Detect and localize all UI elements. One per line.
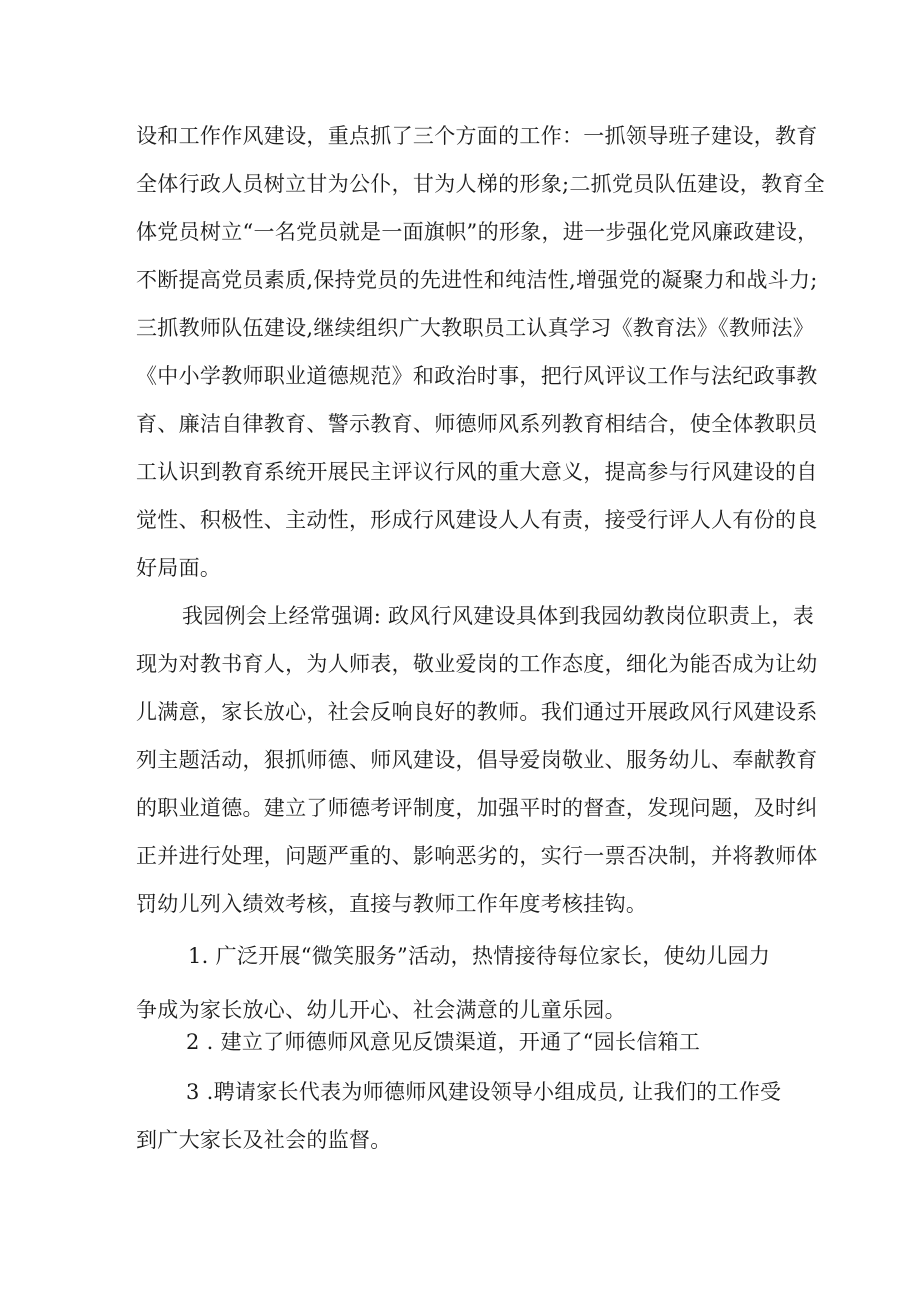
list-item-text: 争成为家长放心、幼儿开心、社会满意的儿童乐园。: [136, 998, 626, 1022]
text-line: 现为对教书育人，为人师表，敬业爱岗的工作态度，细化为能否成为让幼: [136, 652, 818, 676]
list-item-text: 2 . 建立了师德师风意见反馈渠道，开通了“园长信箱工: [186, 1030, 701, 1054]
list-item-text: 1. 广泛开展“微笑服务”活动，热情接待每位家长，使幼儿园力: [188, 944, 771, 968]
text-line: 的职业道德。建立了师德考评制度，加强平时的督查，发现问题，及时纠: [136, 796, 818, 820]
text-line: 全体行政人员树立甘为公仆，甘为人梯的形象;二抓党员队伍建设，教育全: [136, 172, 825, 196]
text-line: 设和工作作风建设，重点抓了三个方面的工作：一抓领导班子建设，教育: [136, 124, 818, 148]
list-item-text: 到广大家长及社会的监督。: [136, 1128, 392, 1152]
text-line: 列主题活动，狠抓师德、师风建设，倡导爱岗敬业、服务幼儿、奉献教育: [136, 748, 818, 772]
text-line: 正并进行处理，问题严重的、影响恶劣的，实行一票否决制，并将教师体: [136, 844, 818, 868]
text-line: 罚幼儿列入绩效考核，直接与教师工作年度考核挂钩。: [136, 892, 648, 916]
text-line: 我园例会上经常强调: 政风行风建设具体到我园幼教岗位职责上，表: [182, 604, 815, 628]
text-line: 《中小学教师职业道德规范》和政治时事，把行风评议工作与法纪政事教: [136, 364, 818, 388]
text-line: 觉性、积极性、主动性，形成行风建设人人有责，接受行评人人有份的良: [136, 508, 818, 532]
text-line: 体党员树立“一名党员就是一面旗帜”的形象，进一步强化党风廉政建设，: [136, 220, 819, 244]
list-item-text: 3 .聘请家长代表为师德师风建设领导小组成员, 让我们的工作受: [186, 1080, 782, 1104]
text-line: 育、廉洁自律教育、警示教育、师德师风系列教育相结合，使全体教职员: [136, 412, 818, 436]
text-line: 工认识到教育系统开展民主评议行风的重大意义，提高参与行风建设的自: [136, 460, 818, 484]
text-line: 不断提高党员素质,保持党员的先进性和纯洁性,增强党的凝聚力和战斗力;: [136, 268, 818, 292]
text-line: 儿满意，家长放心，社会反响良好的教师。我们通过开展政风行风建设系: [136, 700, 818, 724]
text-line: 好局面。: [136, 556, 222, 580]
text-line: 三抓教师队伍建设,继续组织广大教职员工认真学习《教育法》《教师法》: [136, 316, 815, 340]
